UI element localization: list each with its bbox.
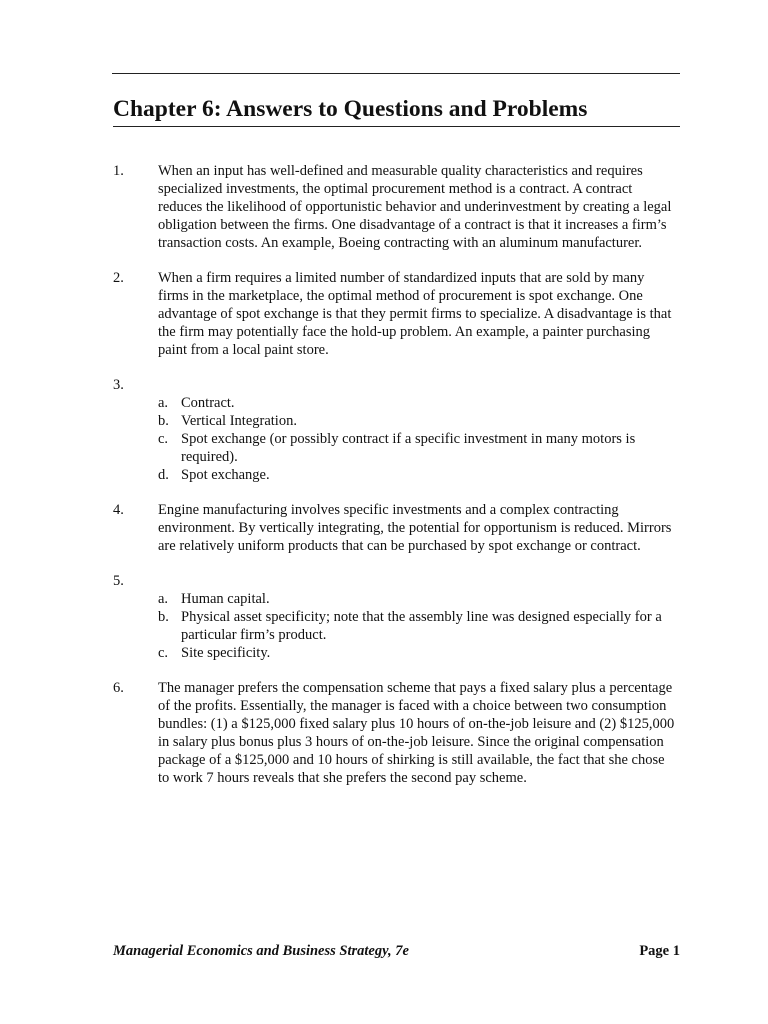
sub-answer-letter: b. [158, 609, 169, 625]
sub-answer-a [158, 394, 678, 412]
sub-answer-text: Spot exchange. [181, 467, 270, 483]
sub-answer-d [158, 466, 678, 484]
book-title: Managerial Economics and Business Strategy, 7e [113, 943, 409, 959]
sub-answer-text: Site specificity. [181, 645, 271, 661]
answer-text: When a firm requires a limited number of standardized inputs that are sold by many firms in the marketplace, the optimal method of procurement is spot exchange. One advantage of spot exchange is that they permit firms to specialize. A disadvantage is that the firm may potentially face the hold-up problem. An example, a painter purchasing paint from a local paint store. [158, 270, 672, 358]
answer-5 [113, 572, 680, 662]
sub-answer-c [158, 644, 678, 662]
answer-4 [113, 501, 680, 555]
sub-answer-b [158, 608, 678, 644]
answer-text: When an input has well-defined and measurable quality characteristics and requires specialized investments, the optimal procurement method is a contract. A contract reduces the likelihood of opportunistic behavior and underinvestment by creating a legal obligation between the firms. One disadvantage of a contract is that it increases a firm’s transaction costs. An example, Boeing contracting with an aluminum manufacturer. [158, 163, 672, 251]
answer-text: Engine manufacturing involves specific investments and a complex contracting environment. By vertically integrating, the potential for opportunism is reduced. Mirrors are relatively uniform products that can be purchased by spot exchange or contract. [158, 502, 672, 554]
sub-answer-letter: d. [158, 467, 169, 483]
answer-number: 1. [113, 163, 124, 179]
chapter-title: Chapter 6: Answers to Questions and Problems [113, 94, 680, 127]
sub-answer-text: Human capital. [181, 591, 270, 607]
answer-number: 4. [113, 502, 124, 518]
sub-answer-letter: c. [158, 645, 169, 661]
answer-3 [113, 376, 680, 484]
answer-number: 5. [113, 573, 124, 589]
answer-2 [113, 269, 680, 359]
answer-1 [113, 162, 680, 252]
answer-list [113, 162, 680, 787]
sub-answer-c [158, 430, 678, 466]
sub-answer-letter: a. [158, 591, 169, 607]
sub-answer-letter: b. [158, 413, 169, 429]
answer-6 [113, 679, 680, 787]
sub-answer-text: Contract. [181, 395, 235, 411]
answer-text: The manager prefers the compensation scheme that pays a fixed salary plus a percentage of the profits. Essentially, the manager is faced with a choice between two consumption bundles: (1) a $125,000 fixed salary plus 10 hours of on-the-job leisure and (2) $125,000 in salary plus bonus plus 3 hours of on-the-job leisure. Since the original compensation package of a $125,000 and 10 hours of shirking is still available, the fact that she chose to work 7 hours reveals that she prefers the second pay scheme. [158, 680, 675, 786]
sub-answer-letter: c. [158, 431, 169, 447]
sub-answer-letter: a. [158, 395, 169, 411]
sub-answer-a [158, 590, 678, 608]
answer-number: 2. [113, 270, 124, 286]
sub-answer-text: Physical asset specificity; note that the assembly line was designed especially for a particular firm’s product. [181, 609, 662, 643]
page-number: Page 1 [639, 943, 680, 959]
header-rule [112, 73, 680, 74]
sub-answer-text: Spot exchange (or possibly contract if a specific investment in many motors is required). [181, 431, 636, 465]
answer-number: 3. [113, 377, 124, 393]
answer-number: 6. [113, 680, 124, 696]
sub-answer-b [158, 412, 678, 430]
sub-answer-text: Vertical Integration. [181, 413, 297, 429]
page-footer [113, 942, 680, 960]
